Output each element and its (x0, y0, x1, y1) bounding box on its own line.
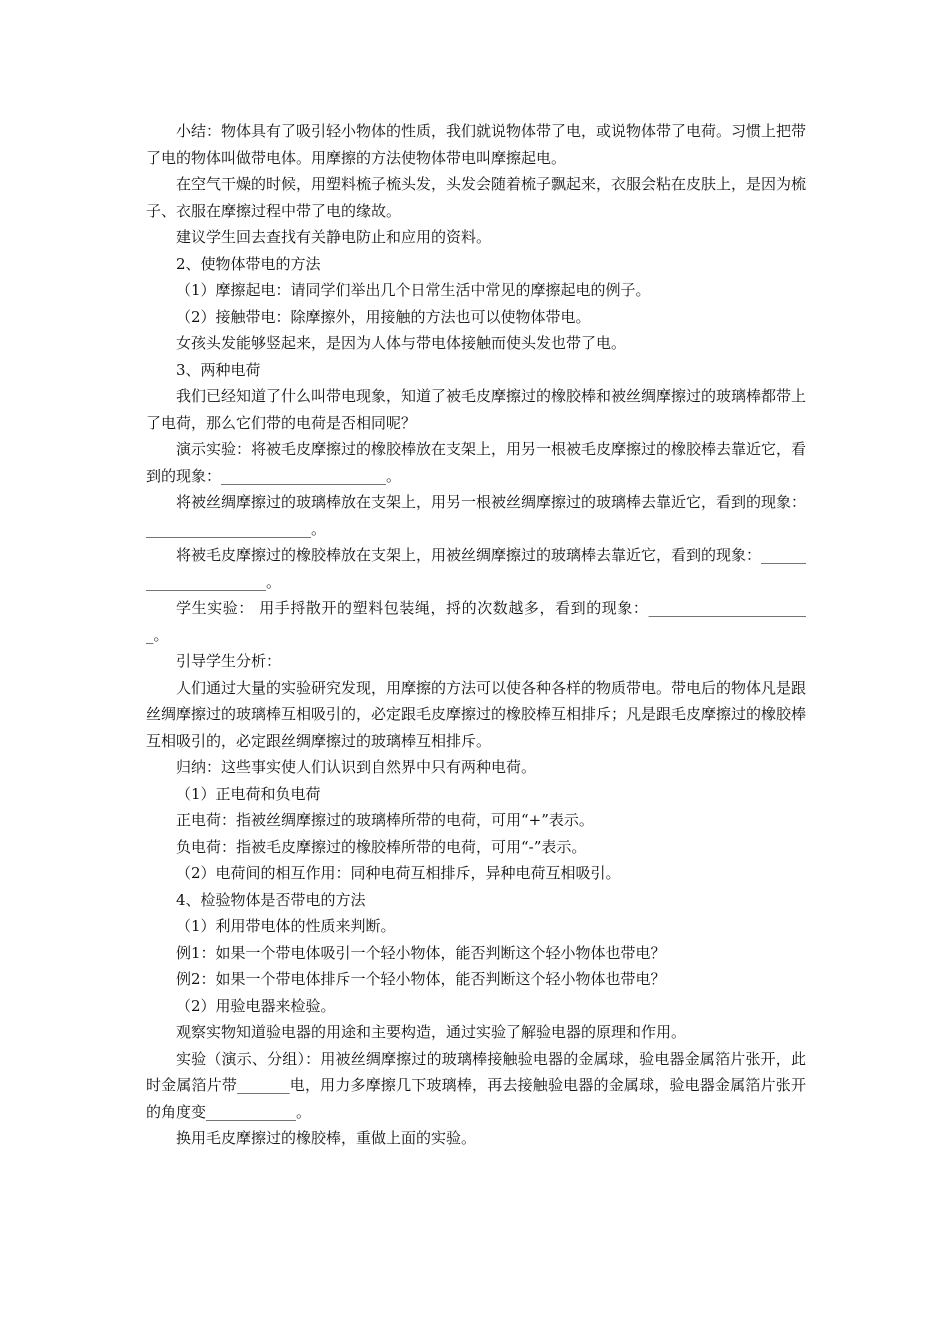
conclusion-paragraph: 归纳：这些事实使人们认识到自然界中只有两种电荷。 (176, 758, 537, 776)
document-body (146, 118, 806, 1152)
example-1: 例1：如果一个带电体吸引一个轻小物体，能否判断这个轻小物体也带电？ (176, 943, 666, 962)
item-electroscope: （2）用验电器来检验。 (176, 996, 336, 1015)
item-interaction: （2）电荷间的相互作用：同种电荷互相排斥，异种电荷互相吸引。 (176, 864, 621, 882)
section-heading-3: 3、两种电荷 (176, 360, 261, 379)
research-paragraph: 人们通过大量的实验研究发现，用摩擦的方法可以使各种各样的物质带电。带电后的物体凡是跟丝绸摩擦过的玻璃棒互相吸引的，必定跟毛皮摩擦过的橡胶棒互相排斥；凡是跟毛皮摩擦过的橡胶棒互相吸引的，必定跟丝绸摩擦过的玻璃棒互相排斥。 (146, 678, 807, 750)
question-paragraph: 我们已经知道了什么叫带电现象，知道了被毛皮摩擦过的橡胶棒和被丝绸摩擦过的玻璃棒都带上了电荷，那么它们带的电荷是否相同呢？ (146, 387, 807, 432)
demo-experiment-1: 演示实验：将被毛皮摩擦过的橡胶棒放在支架上，用另一根被毛皮摩擦过的橡胶棒去靠近它，看到的现象：______________________。 (146, 440, 807, 485)
summary-paragraph: 小结：物体具有了吸引轻小物体的性质，我们就说物体带了电，或说物体带了电荷。习惯上把带了电的物体叫做带电体。用摩擦的方法使物体带电叫摩擦起电。 (146, 122, 807, 167)
item-contact-charging: （2）接触带电：除摩擦外，用接触的方法也可以使物体带电。 (176, 307, 591, 326)
repeat-experiment: 换用毛皮摩擦过的橡胶棒，重做上面的实验。 (176, 1129, 477, 1147)
guide-analysis: 引导学生分析： (176, 652, 282, 670)
example-2: 例2：如果一个带电体排斥一个轻小物体，能否判断这个轻小物体也带电？ (176, 970, 666, 988)
observe-paragraph: 观察实物知道验电器的用途和主要构造，通过实验了解验电器的原理和作用。 (176, 1023, 687, 1041)
section-heading-4: 4、检验物体是否带电的方法 (176, 890, 366, 909)
example-paragraph: 在空气干燥的时候，用塑料梳子梳头发，头发会随着梳子飘起来，衣服会粘在皮肤上，是因为梳子、衣服在摩擦过程中带了电的缘故。 (146, 175, 807, 220)
section-heading-2: 2、使物体带电的方法 (176, 254, 321, 273)
positive-charge-def: 正电荷：指被丝绸摩擦过的玻璃棒所带的电荷，可用“+”表示。 (176, 811, 594, 829)
item-judge-by-property: （1）利用带电体的性质来判断。 (176, 917, 396, 935)
hair-paragraph: 女孩头发能够竖起来，是因为人体与带电体接触而使头发也带了电。 (176, 334, 627, 352)
suggestion-paragraph: 建议学生回去查找有关静电防止和应用的资料。 (176, 228, 492, 246)
demo-experiment-3: 将被毛皮摩擦过的橡胶棒放在支架上，用被丝绸摩擦过的玻璃棒去靠近它，看到的现象：______________________。 (146, 546, 807, 591)
demo-experiment-2: 将被丝绸摩擦过的玻璃棒放在支架上，用另一根被丝绸摩擦过的玻璃棒去靠近它，看到的现象：______________________。 (146, 493, 807, 538)
item-friction-charging: （1）摩擦起电：请同学们举出几个日常生活中常见的摩擦起电的例子。 (176, 281, 651, 299)
negative-charge-def: 负电荷：指被毛皮摩擦过的橡胶棒所带的电荷，可用“-”表示。 (176, 837, 587, 856)
item-positive-negative: （1）正电荷和负电荷 (176, 784, 321, 803)
electroscope-experiment: 实验（演示、分组）：用被丝绸摩擦过的玻璃棒接触验电器的金属球，验电器金属箔片张开，此时金属箔片带_______电，用力多摩擦几下玻璃棒，再去接触验电器的金属球，验电器金属箔片张开的角度变____________。 (146, 1049, 806, 1121)
student-experiment: 学生实验： 用手捋散开的塑料包装绳，捋的次数越多，看到的现象：______________________。 (146, 599, 806, 644)
